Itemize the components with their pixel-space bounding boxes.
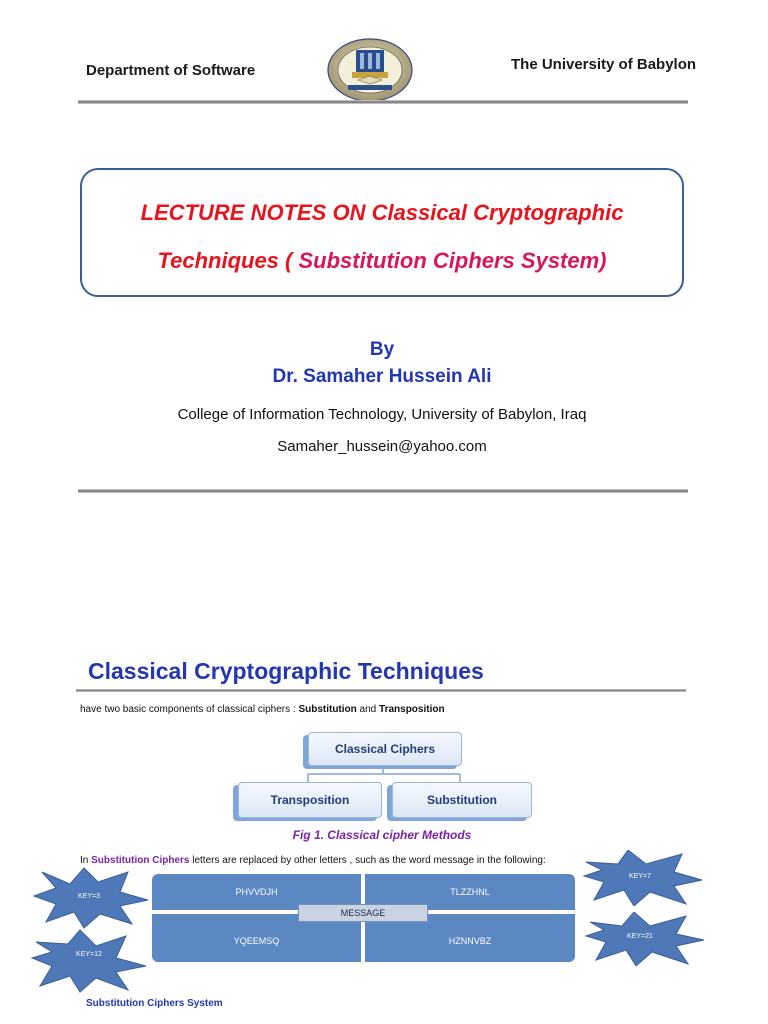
message-center-box: MESSAGE — [298, 904, 428, 922]
author-name: Dr. Samaher Hussein Ali — [272, 366, 492, 387]
cipher-cell-top-left: PHVVDJH — [152, 874, 361, 910]
figure-caption: Fig 1. Classical cipher Methods — [292, 828, 472, 842]
title-line-2-prefix: Techniques ( — [157, 248, 299, 273]
key-label-12: KEY=12 — [76, 951, 102, 958]
cipher-cell-bottom-right: HZNNVBZ — [365, 914, 575, 962]
intro-text — [80, 704, 445, 715]
intro-substitution: Substitution — [298, 704, 357, 715]
author-affiliation: College of Information Technology, University of Babylon, Iraq — [177, 406, 587, 423]
diagram-node-transposition: Transposition — [238, 782, 382, 818]
title-line-1: LECTURE NOTES ON Classical Cryptographic — [140, 200, 624, 225]
cipher-cell-bottom-left: YQEEMSQ — [152, 914, 361, 962]
key-label-21: KEY=21 — [627, 933, 653, 940]
substitution-highlight: Substitution Ciphers — [91, 855, 190, 866]
key-label-7: KEY=7 — [629, 873, 651, 880]
university-logo-icon — [326, 38, 414, 102]
by-label: By — [369, 339, 395, 360]
substitution-suffix: letters are replaced by other letters , such as the word message in the following: — [189, 855, 546, 866]
section-title: Classical Cryptographic Techniques — [88, 658, 484, 684]
title-line-2 — [80, 248, 684, 274]
author-email: Samaher_hussein@yahoo.com — [277, 438, 487, 455]
section-divider — [76, 689, 686, 692]
substitution-text — [80, 855, 546, 866]
department-label: Department of Software — [86, 62, 256, 79]
intro-prefix: have two basic components of classical ciphers : — [80, 704, 299, 715]
title-box — [80, 168, 684, 297]
intro-and: and — [356, 704, 380, 715]
header-divider — [78, 100, 688, 104]
key-label-3: KEY=3 — [78, 893, 100, 900]
cipher-cell-top-right: TLZZHNL — [365, 874, 575, 910]
substitution-prefix: In — [80, 855, 92, 866]
intro-transposition: Transposition — [379, 704, 445, 715]
university-label: The University of Babylon — [511, 56, 697, 73]
author-divider — [78, 489, 688, 493]
key-star-icon — [30, 928, 150, 994]
footer-label: Substitution Ciphers System — [86, 998, 223, 1009]
diagram-node-substitution: Substitution — [392, 782, 532, 818]
diagram-root-classical-ciphers: Classical Ciphers — [308, 732, 462, 766]
title-line-2-highlight: Substitution Ciphers System) — [298, 248, 607, 273]
